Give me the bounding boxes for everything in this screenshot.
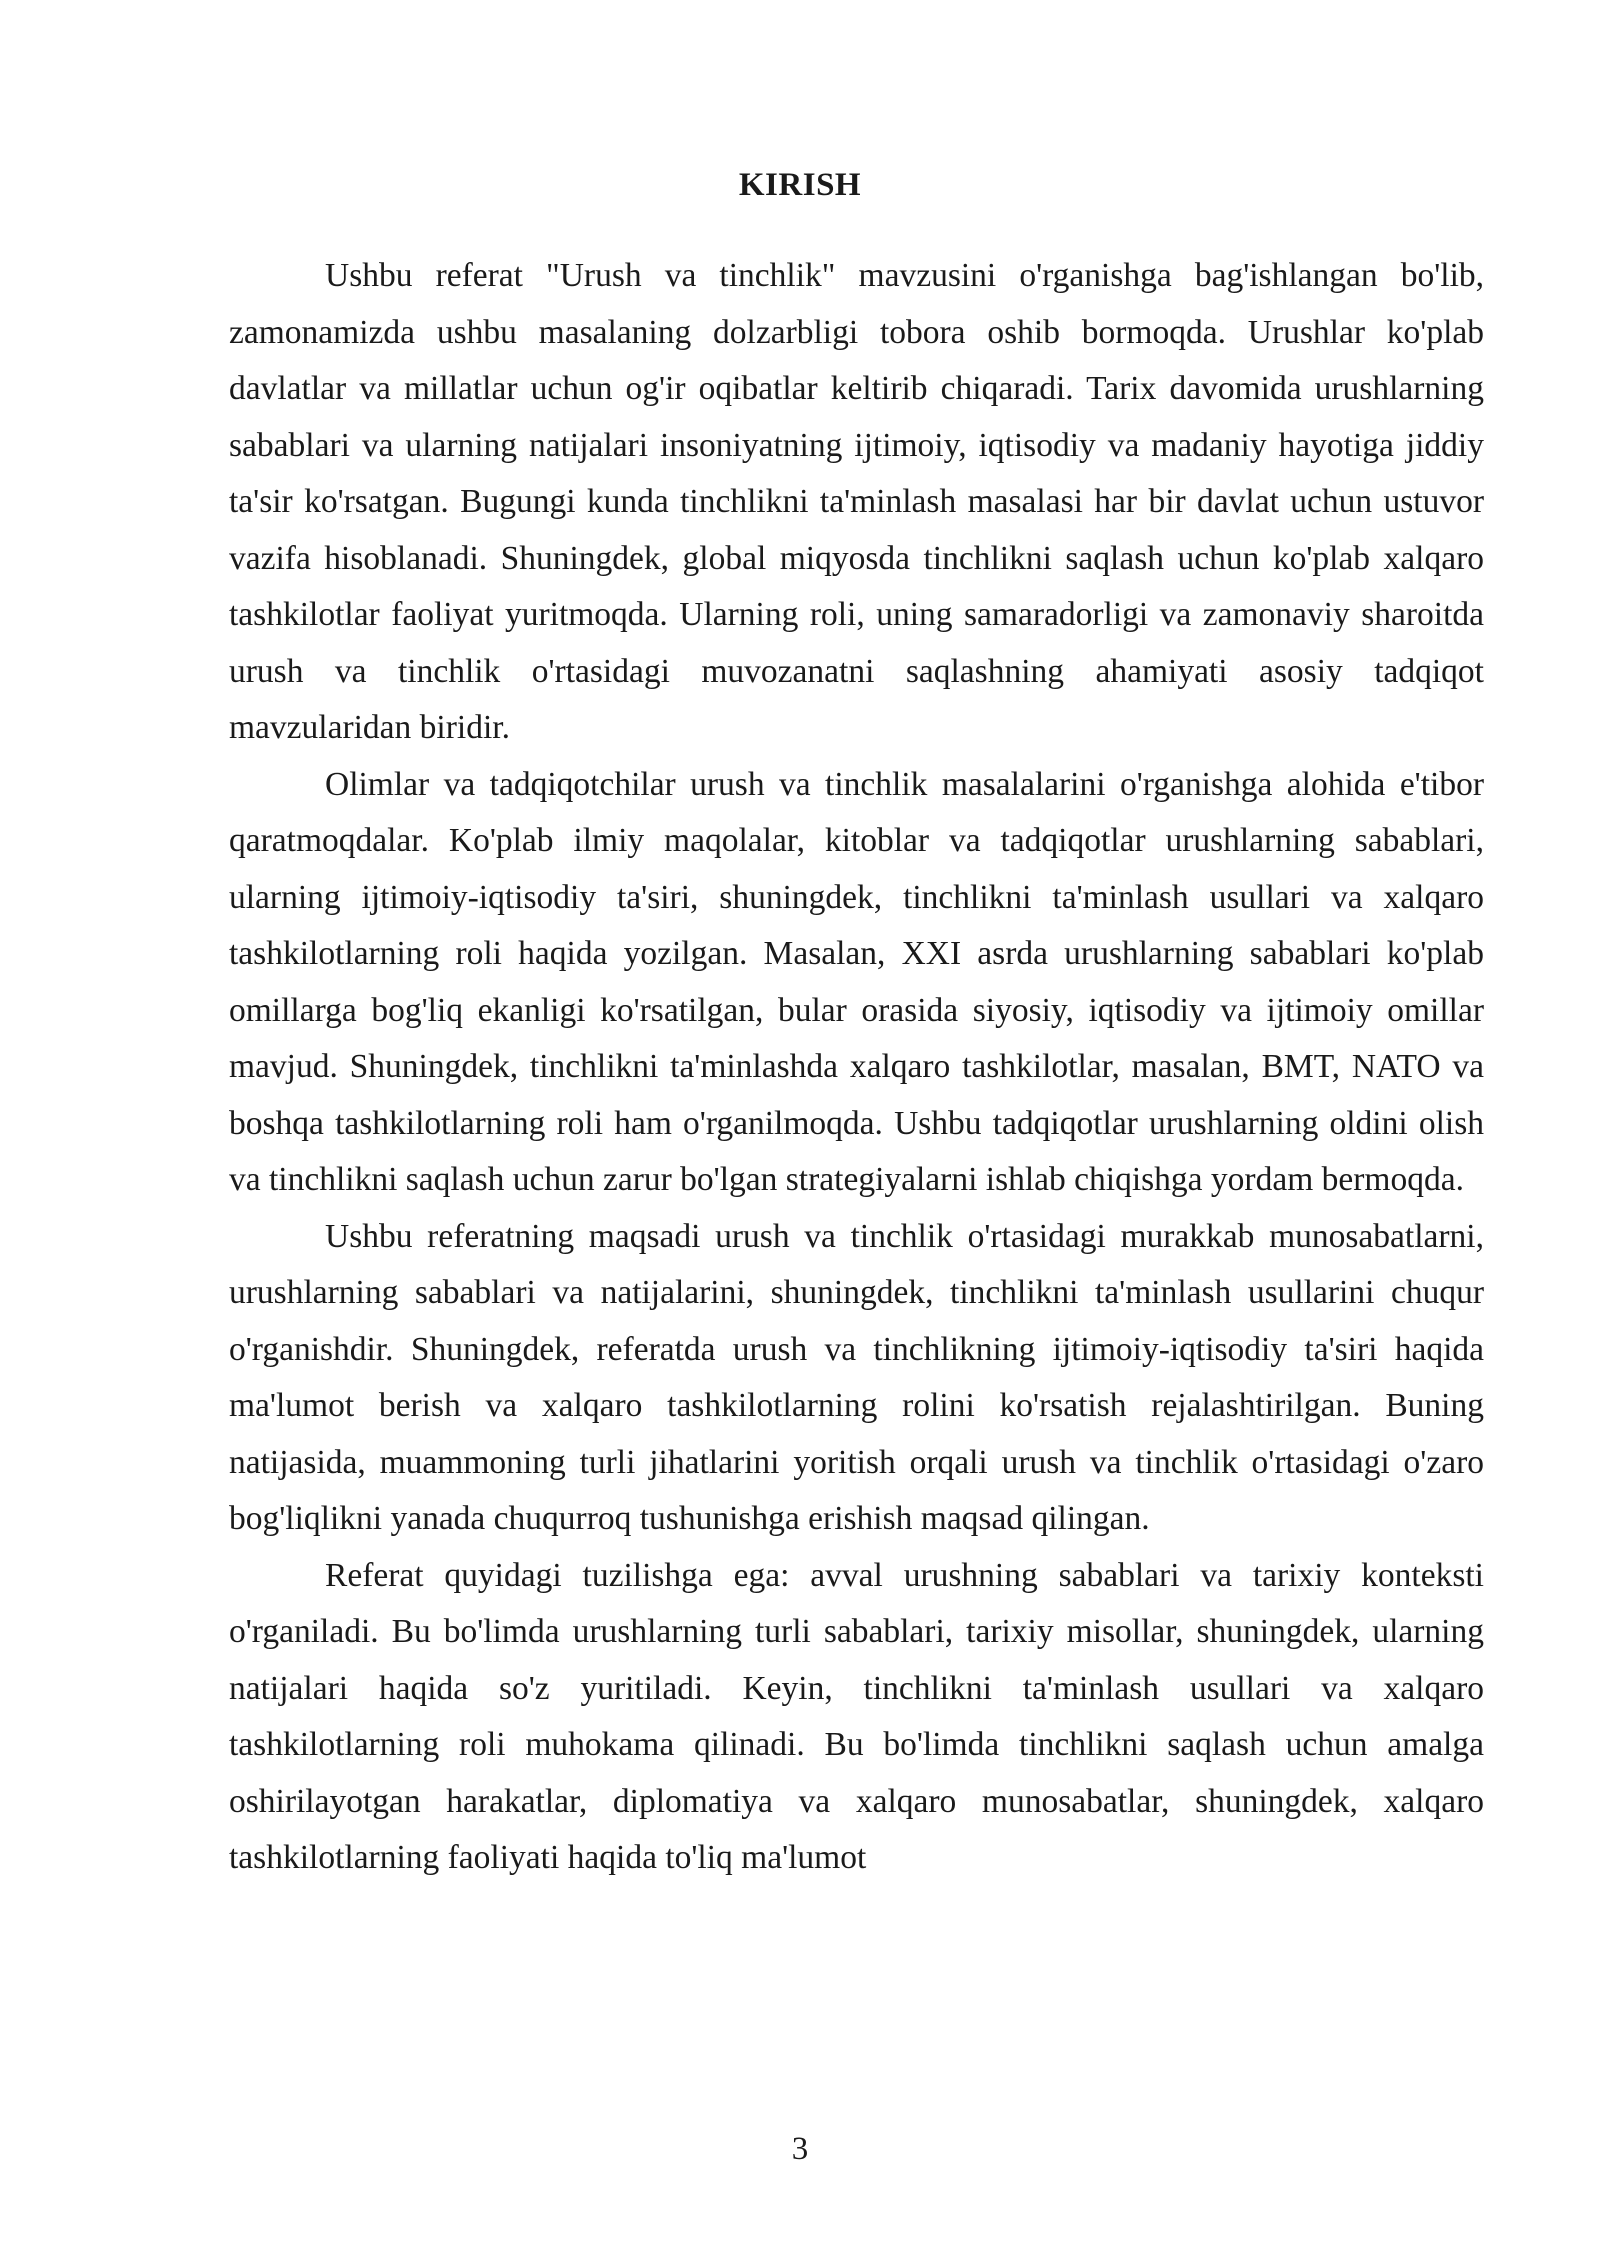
paragraph-intro: Ushbu referat "Urush va tinchlik" mavzusini o'rganishga bag'ishlangan bo'lib, zamonamizda ushbu masalaning dolzarbligi tobora oshib bormoqda. Urushlar ko'plab davlatlar va millatlar uchun og'ir oqibatlar keltirib chiqaradi. Tarix davomida urushlarning sabablari va ularning natijalari insoniyatning ijtimoiy, iqtisodiy va madaniy hayotiga jiddiy ta'sir ko'rsatgan. Bugungi kunda tinchlikni ta'minlash masalasi har bir davlat uchun ustuvor vazifa hisoblanadi. Shuningdek, global miqyosda tinchlikni saqlash uchun ko'plab xalqaro tashkilotlar faoliyat yuritmoqda. Ularning roli, uning samaradorligi va zamonaviy sharoitda urush va tinchlik o'rtasidagi muvozanatni saqlashning ahamiyati asosiy tadqiqot mavzularidan biridir. bbox=[229, 257, 1484, 746]
paragraph-goal: Ushbu referatning maqsadi urush va tinchlik o'rtasidagi murakkab munosabatlarni, urushlarning sabablari va natijalarini, shuningdek, tinchlikni ta'minlash usullarini chuqur o'rganishdir. Shuningdek, referatda urush va tinchlikning ijtimoiy-iqtisodiy ta'siri haqida ma'lumot berish va xalqaro tashkilotlarning rolini ko'rsatish rejalashtirilgan. Buning natijasida, muammoning turli jihatlarini yoritish orqali urush va tinchlik o'rtasidagi o'zaro bog'liqlikni yanada chuqurroq tushunishga erishish maqsad qilingan. bbox=[229, 1217, 1484, 1537]
paragraph-structure: Referat quyidagi tuzilishga ega: avval urushning sabablari va tarixiy konteksti o'rganiladi. Bu bo'limda urushlarning turli sabablari, tarixiy misollar, shuningdek, ularning natijalari haqida so'z yuritiladi. Keyin, tinchlikni ta'minlash usullari va xalqaro tashkilotlarning roli muhokama qilinadi. Bu bo'limda tinchlikni saqlash uchun amalga oshirilayotgan harakatlar, diplomatiya va xalqaro munosabatlar, shuningdek, xalqaro tashkilotlarning faoliyati haqida to'liq ma'lumot bbox=[229, 1556, 1484, 1876]
page-number: 3 bbox=[791, 2131, 809, 2167]
paragraph-literature: Olimlar va tadqiqotchilar urush va tinchlik masalalarini o'rganishga alohida e'tibor qaratmoqdalar. Ko'plab ilmiy maqolalar, kitoblar va tadqiqotlar urushlarning sabablari, ularning ijtimoiy-iqtisodiy ta'siri, shuningdek, tinchlikni ta'minlash usullari va xalqaro tashkilotlarning roli haqida yozilgan. Masalan, XXI asrda urushlarning sabablari ko'plab omillarga bog'liq ekanligi ko'rsatilgan, bular orasida siyosiy, iqtisodiy va ijtimoiy omillar mavjud. Shuningdek, tinchlikni ta'minlashda xalqaro tashkilotlar, masalan, BMT, NATO va boshqa tashkilotlarning roli ham o'rganilmoqda. Ushbu tadqiqotlar urushlarning oldini olish va tinchlikni saqlash uchun zarur bo'lgan strategiyalarni ishlab chiqishga yordam bermoqda. bbox=[229, 765, 1484, 1198]
body-text bbox=[229, 248, 1484, 1887]
page-title: KIRISH bbox=[738, 167, 862, 203]
